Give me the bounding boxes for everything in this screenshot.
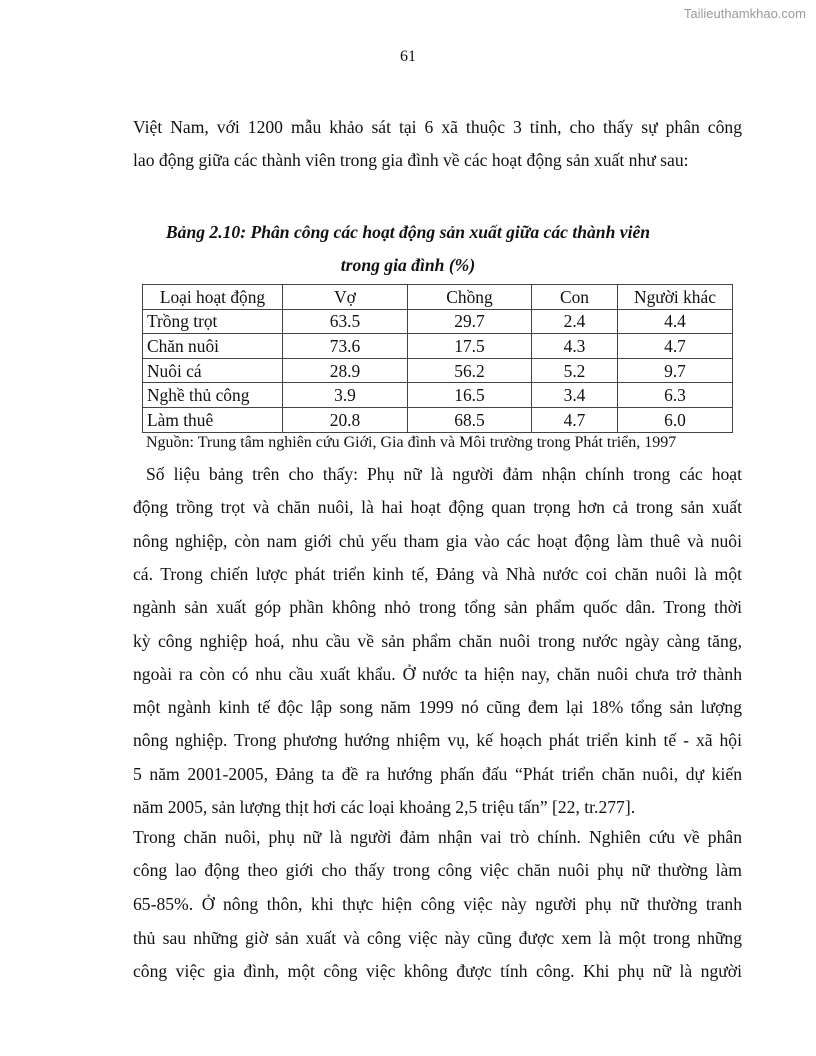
table-header-row: [143, 285, 733, 310]
text-line: 65-85%. Ở nông thôn, khi thực hiện công việc này người phụ nữ thường tranh: [133, 894, 742, 914]
text-line: cá. Trong chiến lược phát triển kinh tế, Đảng và Nhà nước coi chăn nuôi là một: [133, 564, 742, 584]
value-cell: 56.2: [408, 358, 532, 383]
table-row: [143, 334, 733, 359]
text-line: kỳ công nghiệp hoá, nhu cầu về sản phẩm chăn nuôi trong nước ngày càng tăng,: [133, 631, 742, 651]
page-number: 61: [400, 48, 416, 65]
text-line: động trồng trọt và chăn nuôi, là hai hoạt động quan trọng hơn cả trong sản xuất: [133, 497, 742, 517]
activity-cell: Nuôi cá: [143, 358, 283, 383]
value-cell: 20.8: [283, 407, 408, 432]
text-line: Số liệu bảng trên cho thấy: Phụ nữ là người đảm nhận chính trong các hoạt: [146, 464, 742, 484]
value-cell: 17.5: [408, 334, 532, 359]
data-table: [142, 284, 733, 433]
value-cell: 9.7: [618, 358, 733, 383]
text-line: năm 2005, sản lượng thịt hơi các loại khoảng 2,5 triệu tấn” [22, tr.277].: [133, 797, 636, 817]
text-line: một ngành kinh tế độc lập song năm 1999 nó cũng đem lại 18% tổng sản lượng: [133, 697, 742, 717]
value-cell: 3.9: [283, 383, 408, 408]
text-line: công việc gia đình, một công việc không được tính công. Khi phụ nữ là người: [133, 961, 742, 981]
header-cell: Con: [532, 285, 618, 310]
text-line: Việt Nam, với 1200 mẫu khảo sát tại 6 xã thuộc 3 tỉnh, cho thấy sự phân công: [133, 117, 742, 137]
header-cell: Loại hoạt động: [143, 285, 283, 310]
value-cell: 4.3: [532, 334, 618, 359]
table-row: [143, 358, 733, 383]
value-cell: 63.5: [283, 309, 408, 334]
text-line: thủ sau những giờ sản xuất và công việc này cũng được xem là một trong những: [133, 928, 742, 948]
text-line: Trong chăn nuôi, phụ nữ là người đảm nhận vai trò chính. Nghiên cứu về phân: [133, 827, 742, 847]
table-title: Bảng 2.10: Phân công các hoạt động sản xuất giữa các thành viên: [165, 222, 651, 242]
text-line: ngoài ra còn có nhu cầu xuất khẩu. Ở nước ta hiện nay, chăn nuôi chưa trở thành: [133, 664, 742, 684]
text-line: nông nghiệp. Trong phương hướng nhiệm vụ, kế hoạch phát triển kinh tế - xã hội: [133, 730, 742, 750]
text-line: nông nghiệp, còn nam giới chủ yếu tham gia vào các hoạt động làm thuê và nuôi: [133, 531, 742, 551]
table-row: [143, 383, 733, 408]
value-cell: 28.9: [283, 358, 408, 383]
activity-cell: Chăn nuôi: [143, 334, 283, 359]
activity-cell: Trồng trọt: [143, 309, 283, 334]
text-line: 5 năm 2001-2005, Đảng ta đề ra hướng phấn đấu “Phát triển chăn nuôi, dự kiến: [133, 764, 742, 784]
activity-cell: Nghề thủ công: [143, 383, 283, 408]
value-cell: 4.7: [532, 407, 618, 432]
activity-cell: Làm thuê: [143, 407, 283, 432]
table-source: Nguồn: Trung tâm nghiên cứu Giới, Gia đình và Môi trường trong Phát triển, 1997: [146, 434, 677, 451]
text-line: công lao động theo giới cho thấy trong công việc chăn nuôi phụ nữ thường làm: [133, 860, 742, 880]
value-cell: 68.5: [408, 407, 532, 432]
table-row: [143, 407, 733, 432]
text-line: ngành sản xuất góp phần không nhỏ trong tổng sản phẩm quốc dân. Trong thời: [133, 597, 742, 617]
value-cell: 2.4: [532, 309, 618, 334]
value-cell: 4.4: [618, 309, 733, 334]
header-cell: Vợ: [283, 285, 408, 310]
value-cell: 6.3: [618, 383, 733, 408]
header-cell: Chồng: [408, 285, 532, 310]
value-cell: 16.5: [408, 383, 532, 408]
value-cell: 3.4: [532, 383, 618, 408]
header-cell: Người khác: [618, 285, 733, 310]
watermark: Tailieuthamkhao.com: [683, 6, 806, 21]
value-cell: 73.6: [283, 334, 408, 359]
value-cell: 6.0: [618, 407, 733, 432]
value-cell: 4.7: [618, 334, 733, 359]
table-title-line2: trong gia đình (%): [340, 255, 476, 275]
text-line: lao động giữa các thành viên trong gia đình về các hoạt động sản xuất như sau:: [133, 150, 689, 170]
value-cell: 29.7: [408, 309, 532, 334]
value-cell: 5.2: [532, 358, 618, 383]
table-row: [143, 309, 733, 334]
